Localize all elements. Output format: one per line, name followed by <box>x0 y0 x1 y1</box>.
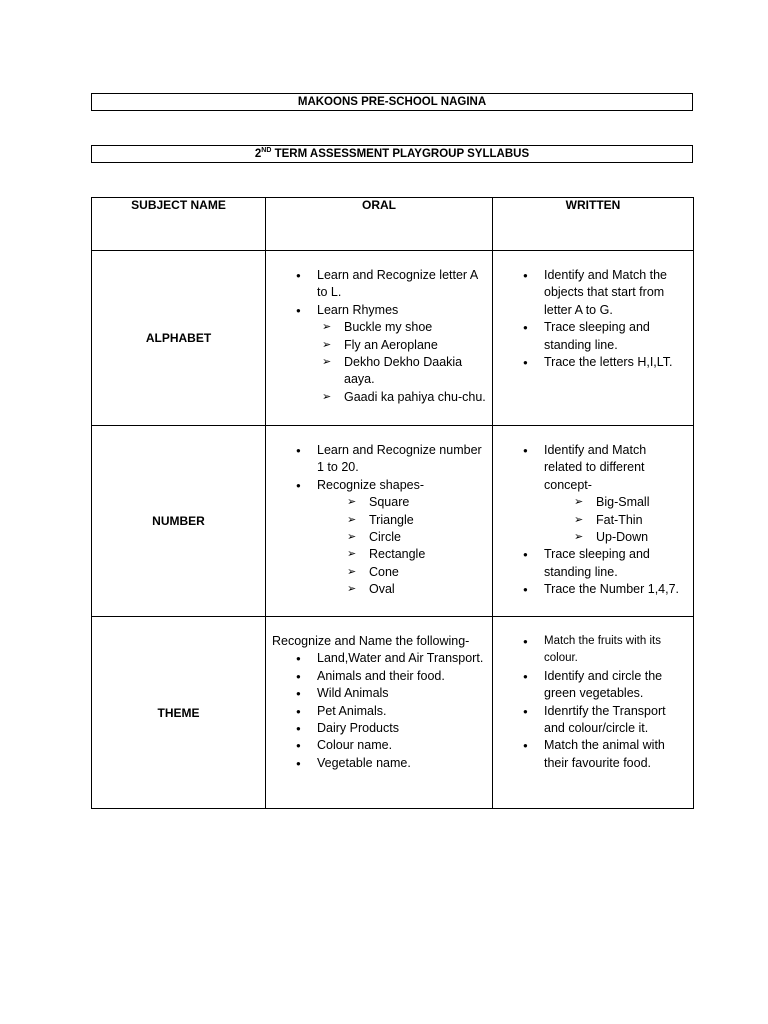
list-item: ● Wild Animals <box>317 685 486 702</box>
shapes-list <box>272 494 486 598</box>
number-written-cell <box>493 426 694 617</box>
header-subject-name: SUBJECT NAME <box>92 198 266 251</box>
number-written-list-cont <box>499 546 687 598</box>
list-item: ● Trace the letters H,I,LT. <box>544 354 687 371</box>
list-item <box>317 302 486 319</box>
table-row-theme <box>92 617 694 809</box>
theme-oral-lead: Recognize and Name the following- <box>272 634 470 648</box>
list-item: ● Match the fruits with its colour. <box>544 633 687 668</box>
syllabus-title-text: TERM ASSESSMENT PLAYGROUP SYLLABUS <box>271 148 530 160</box>
list-item: ● Colour name. <box>317 737 486 754</box>
term-number: 2 <box>254 148 262 160</box>
list-item: ● Identify and circle the green vegetables. <box>544 668 687 703</box>
concepts-list <box>499 494 687 546</box>
table-row-alphabet <box>92 251 694 426</box>
list-item: ● Match the animal with their favourite food. <box>544 737 687 772</box>
list-item: ● Identify and Match the objects that start from letter A to G. <box>544 267 687 319</box>
subject-alphabet: ALPHABET <box>92 251 266 426</box>
theme-oral-cell <box>266 617 493 809</box>
theme-oral-list <box>272 650 486 772</box>
list-item: ● Trace sleeping and standing line. <box>544 319 687 354</box>
list-item: ➢ Fat-Thin <box>596 512 687 529</box>
header-oral: ORAL <box>266 198 493 251</box>
header-written: WRITTEN <box>493 198 694 251</box>
list-item: ➢ Triangle <box>369 512 486 529</box>
alphabet-oral-cell <box>266 251 493 426</box>
subject-number: NUMBER <box>92 426 266 617</box>
list-item: ➢ Circle <box>369 529 486 546</box>
alphabet-oral-list <box>272 267 486 319</box>
school-title <box>91 93 693 111</box>
subject-theme: THEME <box>92 617 266 809</box>
rhymes-label: Learn Rhymes <box>317 302 399 317</box>
number-oral-cell <box>266 426 493 617</box>
number-oral-list <box>272 442 486 494</box>
table-row-number <box>92 426 694 617</box>
list-item: ➢ Dekho Dekho Daakia aaya. <box>344 354 486 389</box>
syllabus-title <box>91 145 693 163</box>
theme-written-list <box>499 633 687 772</box>
school-name: MAKOONS PRE-SCHOOL NAGINA <box>297 96 487 108</box>
list-item: ● Learn and Recognize number 1 to 20. <box>317 442 486 477</box>
list-item: ➢ Big-Small <box>596 494 687 511</box>
list-item: ➢ Buckle my shoe <box>344 319 486 336</box>
table-header-row <box>92 198 694 251</box>
list-item: ● Recognize shapes- <box>317 477 486 494</box>
theme-written-cell <box>493 617 694 809</box>
list-item: ● Land,Water and Air Transport. <box>317 650 486 667</box>
list-item: ➢ Fly an Aeroplane <box>344 337 486 354</box>
list-item: ● Learn and Recognize letter A to L. <box>317 267 486 302</box>
alphabet-written-list <box>499 267 687 371</box>
list-item: ➢ Gaadi ka pahiya chu-chu. <box>344 389 486 406</box>
list-item: ● Animals and their food. <box>317 668 486 685</box>
list-item: ➢ Cone <box>369 564 486 581</box>
list-item: ➢ Oval <box>369 581 486 598</box>
list-item: ● Identify and Match related to different concept- <box>544 442 687 494</box>
list-item: ● Trace sleeping and standing line. <box>544 546 687 581</box>
list-item: ➢ Square <box>369 494 486 511</box>
number-written-list <box>499 442 687 494</box>
list-item: ● Dairy Products <box>317 720 486 737</box>
term-ordinal-suffix: ND <box>261 147 272 154</box>
syllabus-table <box>91 197 694 809</box>
list-item: ● Trace the Number 1,4,7. <box>544 581 687 598</box>
list-item: ● Vegetable name. <box>317 755 486 772</box>
list-item: ➢ Rectangle <box>369 546 486 563</box>
alphabet-written-cell <box>493 251 694 426</box>
rhymes-list <box>272 319 486 406</box>
list-item: ● Pet Animals. <box>317 703 486 720</box>
list-item: ➢ Up-Down <box>596 529 687 546</box>
list-item: ● Idenrtify the Transport and colour/circle it. <box>544 703 687 738</box>
